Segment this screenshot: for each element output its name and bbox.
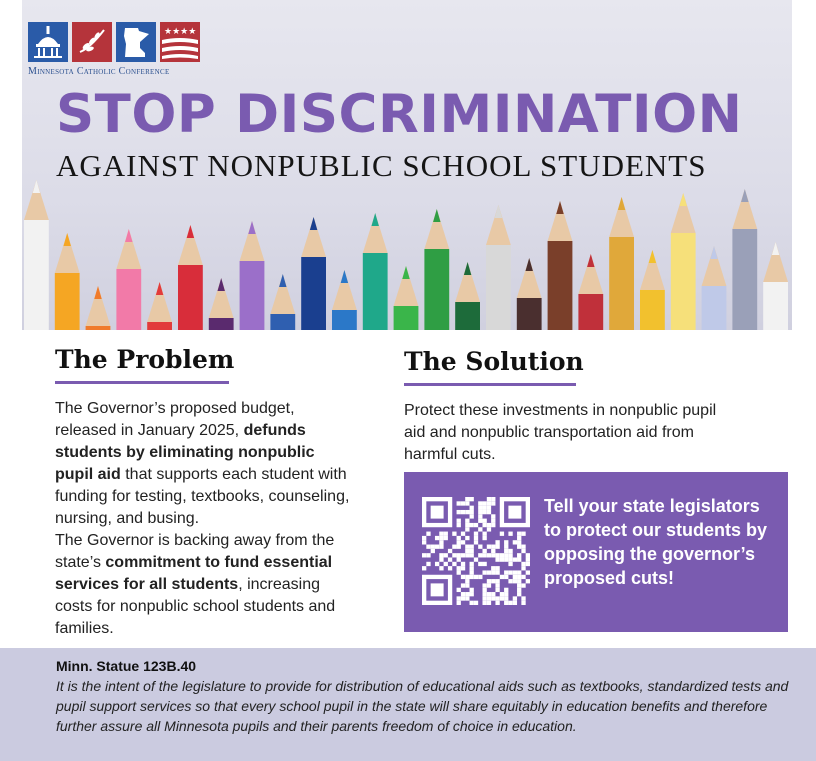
pencil bbox=[609, 197, 634, 330]
pencil bbox=[24, 180, 49, 330]
pencil bbox=[394, 266, 419, 330]
pencil bbox=[578, 254, 603, 330]
pencil bbox=[455, 262, 480, 330]
statute-footer bbox=[0, 648, 816, 761]
problem-paragraph-1: The Governor’s proposed budget, released in January 2025, defunds students by eliminating nonpublic pupil aid that supports each student with funding for testing, textbooks, counseling, nursing, and busing. bbox=[55, 400, 350, 527]
pencil bbox=[671, 193, 696, 330]
flag-stars-icon bbox=[160, 22, 200, 62]
solution-text: Protect these investments in nonpublic pupil aid and nonpublic transportation aid from harmful cuts. bbox=[404, 402, 717, 463]
page-subtitle: AGAINST NONPUBLIC SCHOOL STUDENTS bbox=[56, 148, 707, 183]
svg-text:★★★★: ★★★★ bbox=[164, 27, 197, 37]
capitol-dome-icon bbox=[28, 22, 68, 62]
pencil bbox=[702, 246, 727, 330]
page-title: STOP DISCRIMINATION bbox=[56, 84, 743, 145]
problem-underline bbox=[55, 381, 229, 384]
call-to-action-text: Tell your state legislators to protect our students by opposing the governor’s proposed cuts! bbox=[544, 496, 768, 588]
pencil bbox=[86, 286, 111, 330]
logo-row bbox=[28, 22, 200, 62]
minnesota-state-icon bbox=[116, 22, 156, 62]
pencil bbox=[548, 201, 573, 330]
pencil bbox=[332, 270, 357, 330]
pencil bbox=[270, 274, 295, 330]
qr-code-icon[interactable] bbox=[422, 496, 530, 606]
pencil bbox=[640, 250, 665, 330]
solution-title: The Solution bbox=[404, 347, 584, 376]
pencil bbox=[301, 217, 326, 330]
pencil bbox=[486, 205, 511, 330]
pencil bbox=[240, 221, 265, 330]
pencil bbox=[147, 282, 172, 330]
statute-text: It is the intent of the legislature to provide for distribution of educational aids such as textbooks, standardized tests and pupil support services so that every school pupil in the state will share equitably in education benefits and therefore further assure all Minnesota pupils and their parents freedom of choice in education. bbox=[56, 678, 789, 734]
pencil bbox=[363, 213, 388, 330]
statute-title: Minn. Statue 123B.40 bbox=[56, 658, 197, 674]
org-name: Minnesota Catholic Conference bbox=[28, 66, 170, 77]
pencil bbox=[55, 233, 80, 330]
pencil bbox=[209, 278, 234, 330]
hero-banner bbox=[22, 0, 792, 330]
pencil bbox=[178, 225, 203, 330]
problem-title: The Problem bbox=[55, 345, 235, 374]
problem-paragraph-2: The Governor is backing away from the state’s commitment to fund essential services for all students, increasing costs for nonpublic school students and families. bbox=[55, 532, 336, 637]
call-to-action-box bbox=[404, 472, 788, 632]
pencil bbox=[424, 209, 449, 330]
solution-underline bbox=[404, 383, 576, 386]
pencil bbox=[517, 258, 542, 330]
pencil bbox=[116, 229, 141, 330]
dove-olive-branch-icon bbox=[72, 22, 112, 62]
pencil bbox=[763, 242, 788, 330]
pencil bbox=[732, 189, 757, 330]
